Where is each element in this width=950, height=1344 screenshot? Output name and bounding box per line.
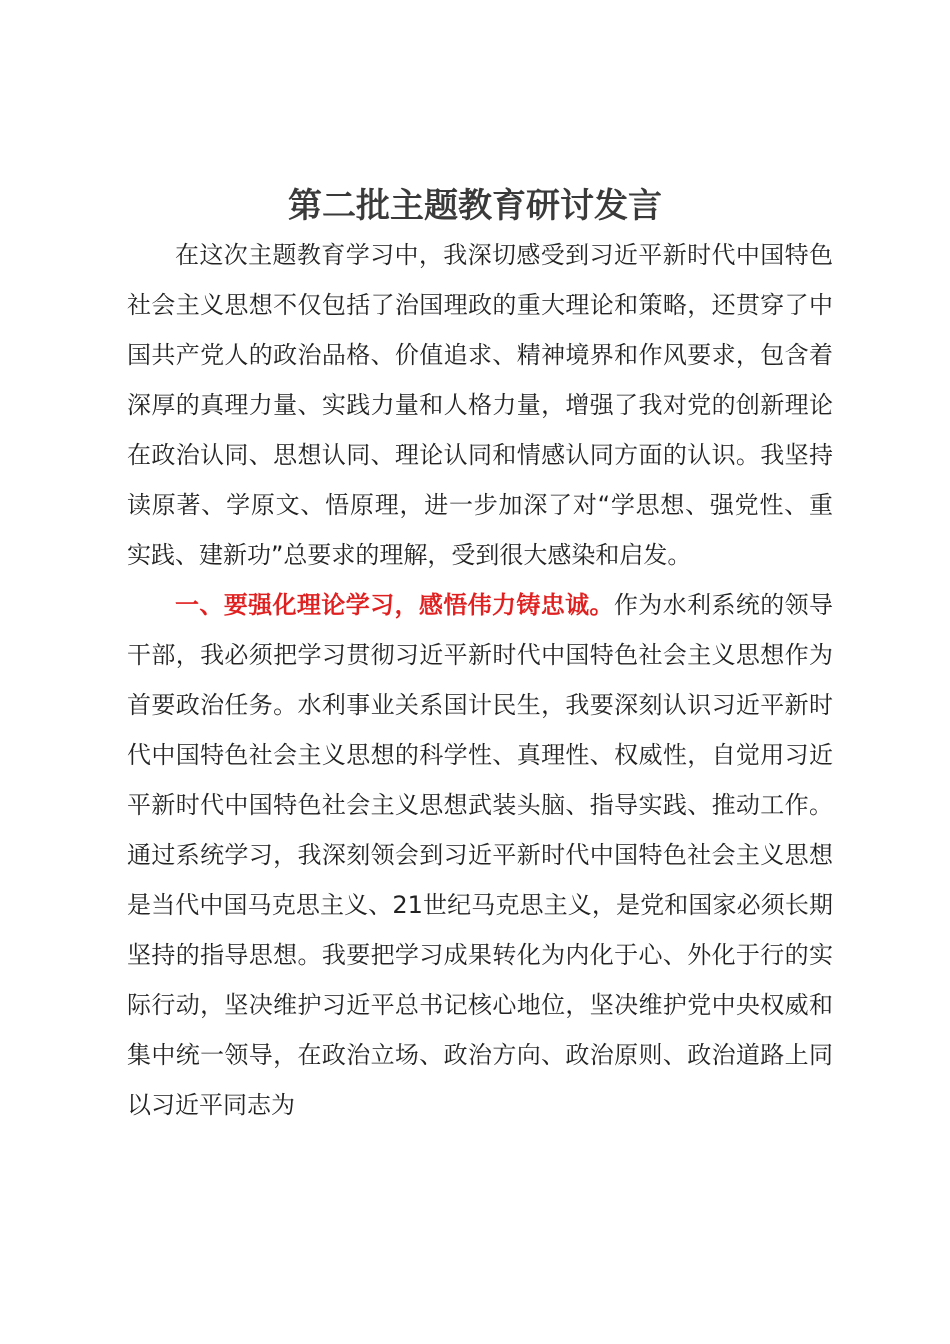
section-one-paragraph — [127, 580, 833, 1130]
intro-paragraph — [127, 230, 833, 580]
document-title: 第二批主题教育研讨发言 — [288, 186, 662, 226]
section-one-heading: 一、要强化理论学习，感悟伟力铸忠诚。 — [175, 591, 614, 619]
document-body — [127, 230, 833, 1130]
section-one-text: 作为水利系统的领导干部，我必须把学习贯彻习近平新时代中国特色社会主义思想作为首要政治任务。水利事业关系国计民生，我要深刻认识习近平新时代中国特色社会主义思想的科学性、真理性、权威性，自觉用习近平新时代中国特色社会主义思想武装头脑、指导实践、推动工作。通过系统学习，我深刻领会到习近平新时代中国特色社会主义思想是当代中国马克思主义、21世纪马克思主义，是党和国家必须长期坚持的指导思想。我要把学习成果转化为内化于心、外化于行的实际行动，坚决维护习近平总书记核心地位，坚决维护党中央权威和集中统一领导，在政治立场、政治方向、政治原则、政治道路上同以习近平同志为 — [127, 591, 833, 1119]
intro-paragraph-text: 在这次主题教育学习中，我深切感受到习近平新时代中国特色社会主义思想不仅包括了治国理政的重大理论和策略，还贯穿了中国共产党人的政治品格、价值追求、精神境界和作风要求，包含着深厚的真理力量、实践力量和人格力量，增强了我对党的创新理论在政治认同、思想认同、理论认同和情感认同方面的认识。我坚持读原著、学原文、悟原理，进一步加深了对“学思想、强党性、重实践、建新功”总要求的理解，受到很大感染和启发。 — [127, 241, 833, 569]
